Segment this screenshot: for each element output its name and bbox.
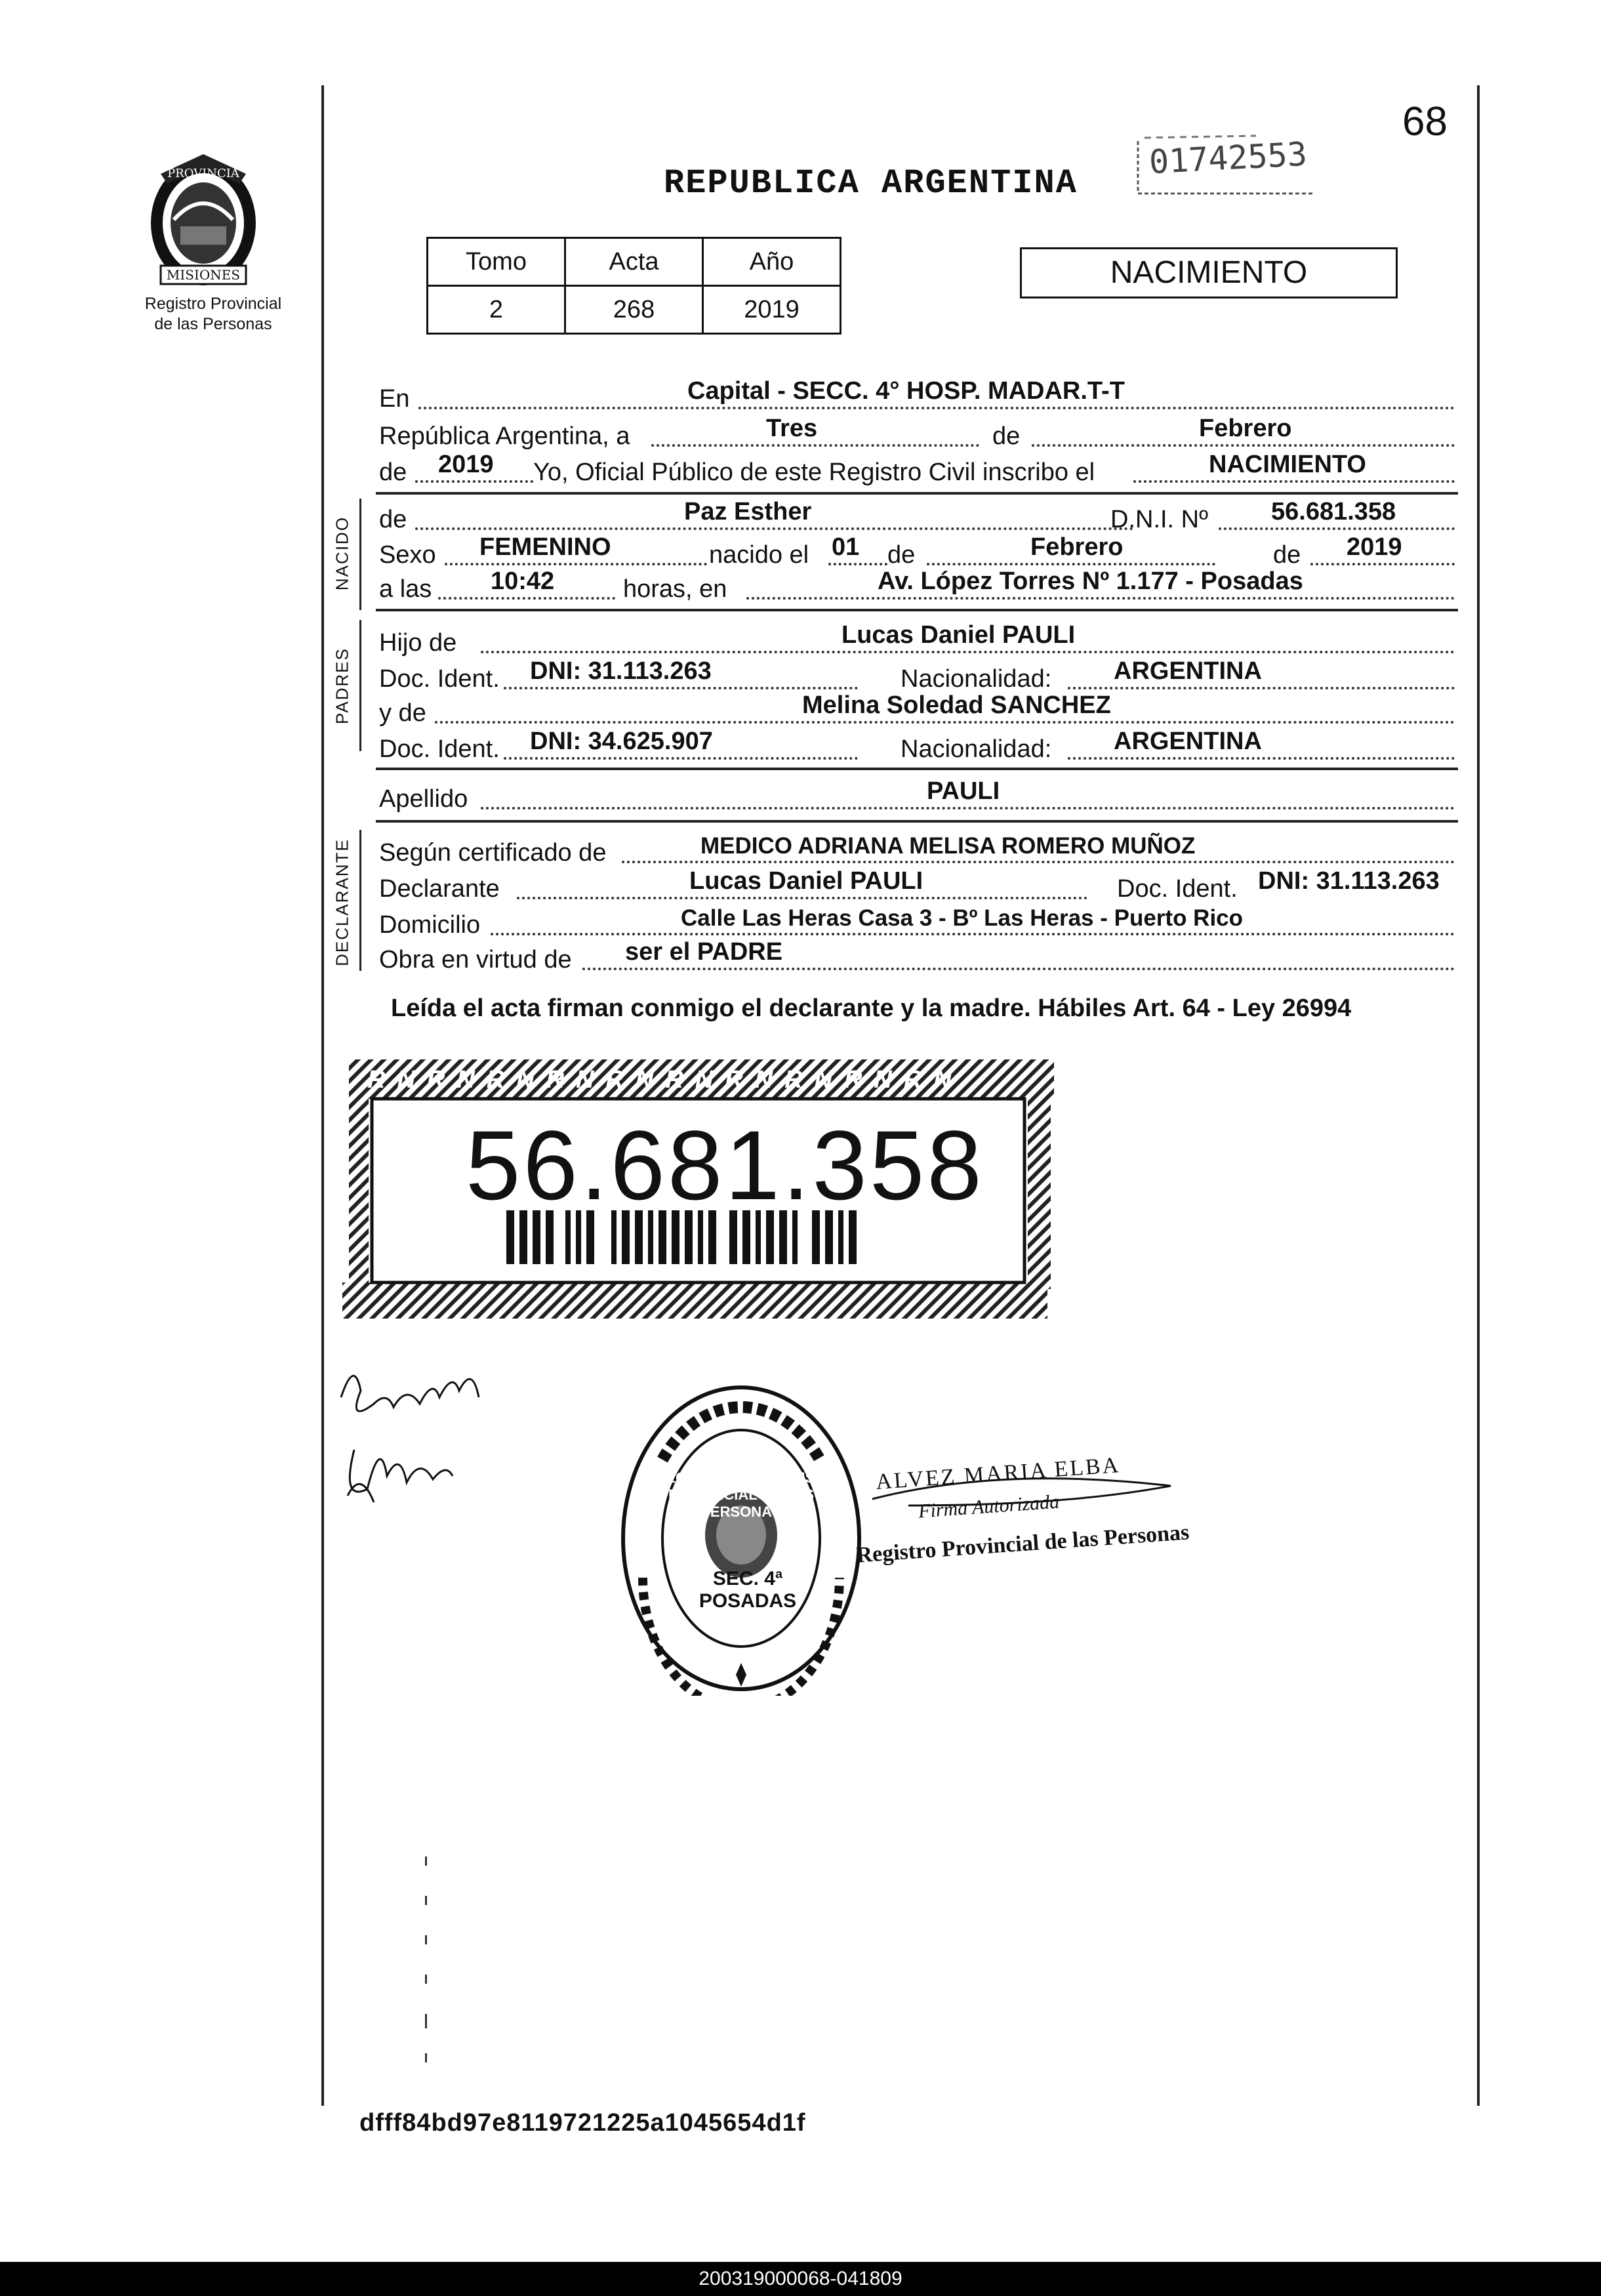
dots bbox=[582, 968, 1455, 970]
value-day: Tres bbox=[766, 415, 818, 442]
value-inscription: NACIMIENTO bbox=[1209, 451, 1366, 478]
dots bbox=[504, 687, 858, 689]
left-margin-line bbox=[321, 85, 324, 2106]
label-official-text: Yo, Oficial Público de este Registro Civil inscribo el bbox=[533, 459, 1095, 486]
label-dni: D.N.I. Nº bbox=[1110, 506, 1208, 533]
declarante-bracket bbox=[359, 830, 361, 971]
dots bbox=[1032, 444, 1455, 447]
label-domicilio: Domicilio bbox=[379, 911, 481, 939]
document-hash: dfff84bd97e8119721225a1045654d1f bbox=[359, 2109, 806, 2137]
label-sexo: Sexo bbox=[379, 541, 436, 569]
dni-sticker-number: 56.681.358 bbox=[466, 1110, 984, 1220]
row-apellido bbox=[376, 779, 1458, 816]
seal-ring-text: DELEGACION DEL REGISTRO PROVINCIAL DE LAS PERSONAS bbox=[637, 1469, 845, 1520]
label-nacionalidad-father: Nacionalidad: bbox=[901, 665, 1052, 693]
registry-caption bbox=[105, 294, 321, 335]
row-father-doc bbox=[376, 659, 1458, 696]
row-nacido-sexo bbox=[376, 535, 1458, 572]
value-mother-name: Melina Soledad SANCHEZ bbox=[802, 691, 1111, 719]
value-father-name: Lucas Daniel PAULI bbox=[841, 621, 1076, 649]
declarant-signature bbox=[328, 1351, 498, 1512]
row-en bbox=[376, 379, 1458, 416]
row-declarante bbox=[376, 869, 1458, 906]
label-y-de: y de bbox=[379, 699, 426, 727]
label-de-year2: de bbox=[1273, 541, 1301, 569]
label-nacionalidad-mother: Nacionalidad: bbox=[901, 735, 1052, 763]
volume-header-acta: Acta bbox=[565, 238, 703, 286]
dots bbox=[1219, 527, 1455, 530]
value-father-nationality: ARGENTINA bbox=[1114, 657, 1262, 685]
row-hijo-de bbox=[376, 623, 1458, 660]
value-mother-doc: DNI: 34.625.907 bbox=[530, 728, 713, 755]
section-label-nacido: NACIDO bbox=[332, 516, 352, 591]
dots bbox=[481, 807, 1455, 810]
registry-caption-line2: de las Personas bbox=[154, 315, 272, 333]
province-coat-of-arms-logo bbox=[134, 148, 272, 292]
dots bbox=[1068, 687, 1455, 689]
dots bbox=[517, 897, 1087, 899]
volume-value-acta: 268 bbox=[565, 286, 703, 334]
label-nacido-el: nacido el bbox=[709, 541, 809, 569]
padres-bracket bbox=[359, 620, 361, 751]
dots bbox=[481, 651, 1455, 653]
dots bbox=[445, 563, 707, 565]
margin-marks bbox=[423, 1856, 430, 2076]
value-obra: ser el PADRE bbox=[625, 938, 783, 966]
row-certificado bbox=[376, 833, 1458, 870]
svg-text:MISIONES: MISIONES bbox=[166, 267, 241, 283]
value-newborn-dni: 56.681.358 bbox=[1271, 498, 1396, 525]
volume-header-anio: Año bbox=[703, 238, 841, 286]
value-mother-nationality: ARGENTINA bbox=[1114, 728, 1262, 755]
registry-seal bbox=[617, 1381, 866, 1699]
label-doc-ident-father: Doc. Ident. bbox=[379, 665, 500, 693]
volume-table bbox=[426, 237, 841, 335]
dots bbox=[651, 444, 979, 447]
section-label-declarante: DECLARANTE bbox=[332, 838, 352, 966]
label-de-name: de bbox=[379, 506, 407, 533]
dots bbox=[927, 563, 1215, 565]
dots bbox=[415, 480, 533, 483]
row-republica bbox=[376, 417, 1458, 453]
value-birth-time: 10:42 bbox=[491, 567, 555, 595]
act-type-box: NACIMIENTO bbox=[1020, 247, 1398, 298]
row-obra bbox=[376, 940, 1458, 977]
value-place-registration: Capital - SECC. 4° HOSP. MADAR.T-T bbox=[687, 377, 1125, 405]
value-father-doc: DNI: 31.113.263 bbox=[530, 657, 712, 685]
value-newborn-name: Paz Esther bbox=[684, 498, 812, 525]
section-label-padres: PADRES bbox=[332, 647, 352, 724]
label-apellido: Apellido bbox=[379, 785, 468, 813]
official-org: Registro Provincial de las Personas bbox=[855, 1520, 1190, 1568]
dots bbox=[828, 563, 887, 565]
label-a-las: a las bbox=[379, 575, 432, 603]
dni-band-pattern: RNRNRNRNRNRNRNRNRNRN bbox=[367, 1066, 963, 1094]
official-name: ALVEZ MARIA ELBA bbox=[875, 1453, 1122, 1494]
value-birth-day: 01 bbox=[832, 533, 860, 561]
dots bbox=[1133, 480, 1455, 483]
label-de: de bbox=[992, 422, 1021, 450]
dots bbox=[435, 721, 1455, 724]
row-nacido-time bbox=[376, 569, 1458, 606]
dots bbox=[504, 757, 858, 760]
label-doc-ident-declarante: Doc. Ident. bbox=[1117, 875, 1238, 903]
right-margin-line bbox=[1477, 85, 1480, 2106]
value-domicilio: Calle Las Heras Casa 3 - Bº Las Heras - Puerto Rico bbox=[681, 905, 1244, 931]
value-birth-year: 2019 bbox=[1347, 533, 1402, 561]
dots bbox=[415, 527, 1133, 530]
value-certificado: MEDICO ADRIANA MELISA ROMERO MUÑOZ bbox=[700, 833, 1196, 859]
divider bbox=[376, 768, 1458, 770]
divider bbox=[376, 820, 1458, 823]
label-en: En bbox=[379, 385, 410, 413]
svg-text:PROVINCIA: PROVINCIA bbox=[167, 167, 239, 180]
official-role: Firma Autorizada bbox=[918, 1490, 1061, 1523]
nacido-bracket bbox=[359, 499, 361, 610]
label-republica: República Argentina, a bbox=[379, 422, 630, 450]
label-doc-ident-mother: Doc. Ident. bbox=[379, 735, 500, 763]
row-mother-doc bbox=[376, 729, 1458, 766]
closing-note: Leída el acta firman conmigo el declarante y la madre. Hábiles Art. 64 - Ley 26994 bbox=[391, 994, 1352, 1022]
seal-center-text: SEC. 4ª POSADAS bbox=[699, 1568, 797, 1612]
registry-caption-line1: Registro Provincial bbox=[144, 295, 282, 313]
volume-header-tomo: Tomo bbox=[428, 238, 565, 286]
value-declarante: Lucas Daniel PAULI bbox=[689, 867, 923, 895]
dots bbox=[622, 861, 1455, 863]
dots bbox=[1068, 757, 1455, 760]
label-obra: Obra en virtud de bbox=[379, 946, 572, 974]
divider bbox=[376, 492, 1458, 495]
dots bbox=[438, 597, 615, 600]
value-declarante-doc: DNI: 31.113.263 bbox=[1258, 867, 1440, 895]
label-declarante: Declarante bbox=[379, 875, 500, 903]
label-horas-en: horas, en bbox=[623, 575, 727, 603]
volume-value-tomo: 2 bbox=[428, 286, 565, 334]
row-domicilio bbox=[376, 905, 1458, 942]
serial-stamp: 01742553 bbox=[1148, 134, 1308, 182]
dots bbox=[1310, 563, 1455, 565]
row-year-official bbox=[376, 453, 1458, 489]
label-hijo-de: Hijo de bbox=[379, 629, 457, 657]
row-y-de bbox=[376, 693, 1458, 730]
volume-value-anio: 2019 bbox=[703, 286, 841, 334]
label-de-year: de bbox=[379, 459, 407, 486]
value-year: 2019 bbox=[438, 451, 494, 478]
dots bbox=[746, 597, 1455, 600]
value-birth-place: Av. López Torres Nº 1.177 - Posadas bbox=[878, 567, 1303, 595]
row-nacido-name bbox=[376, 500, 1458, 537]
country-title: REPUBLICA ARGENTINA bbox=[664, 164, 1078, 203]
value-birth-month: Febrero bbox=[1030, 533, 1124, 561]
divider bbox=[376, 609, 1458, 611]
dots bbox=[418, 407, 1455, 409]
page-number: 68 bbox=[1402, 99, 1448, 144]
label-certificado: Según certificado de bbox=[379, 839, 607, 867]
value-apellido: PAULI bbox=[927, 777, 1000, 805]
footer-id: 200319000068-041809 bbox=[0, 2262, 1601, 2296]
label-de-month: de bbox=[887, 541, 916, 569]
value-sexo: FEMENINO bbox=[479, 533, 611, 561]
value-month: Febrero bbox=[1199, 415, 1292, 442]
dots bbox=[491, 933, 1455, 935]
